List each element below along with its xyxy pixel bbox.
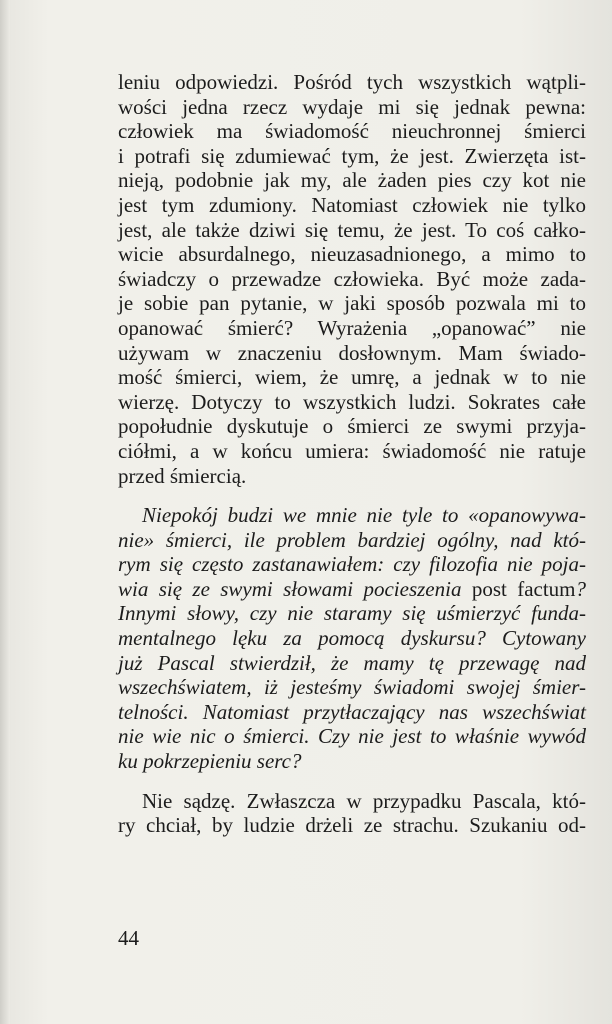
text-line: wości jedna rzecz wydaje mi się jednak pewna: [118,94,586,119]
paragraph-answer-2 [118,789,586,838]
text-line: przed śmiercią. [118,463,247,488]
text-line: nieją, podobnie jak my, ale żaden pies czy kot nie [118,168,586,193]
text-line: popołudnie dyskutuje o śmierci ze swymi przyja- [118,414,586,439]
paragraph-question [118,503,586,774]
text-line: leniu odpowiedzi. Pośród tych wszystkich wątpli- [118,70,586,94]
text-line: nie wie nic o śmierci. Czy nie jest to właśnie wywód [118,724,586,749]
text-line: rym się często zastanawiałem: czy filozofia nie poja- [118,552,586,577]
text-line: ku pokrzepieniu serc? [118,749,302,774]
latin-phrase: post factum [471,576,576,601]
text-line: ciółmi, a w końcu umiera: świadomość nie ratuje [118,438,586,463]
text-line: jest, ale także dziwi się temu, że jest. To coś całko- [118,217,586,242]
text-line [118,577,586,602]
text-line: wicie absurdalnego, nieuzasadnionego, a mimo to [118,242,586,267]
page-edge-shadow [0,0,10,1024]
paragraph-spacer [118,774,586,789]
paragraph-answer-1 [118,70,586,488]
text-line: i potrafi się zdumiewać tym, że jest. Zwierzęta ist- [118,143,586,168]
text-line: telności. Natomiast przytłaczający nas wszechświat [118,699,586,724]
text-segment: ? [575,576,587,601]
text-line: mość śmierci, wiem, że umrę, a jednak w to nie [118,365,586,390]
text-line: wierzę. Dotyczy to wszystkich ludzi. Sokrates całe [118,389,586,414]
page-number: 44 [118,926,139,950]
text-line: wszechświatem, iż jesteśmy świadomi swojej śmier- [118,675,586,700]
text-line: Niepokój budzi we mnie nie tyle to «opanowywa- [142,503,586,528]
text-line: mentalnego lęku za pomocą dyskursu? Cytowany [118,626,586,651]
text-line: jest tym zdumiony. Natomiast człowiek nie tylko [118,192,586,217]
text-line: świadczy o przewadze człowieka. Być może zada- [118,266,586,291]
text-line: opanować śmierć? Wyrażenia „opanować” nie [118,315,586,340]
text-line: człowiek ma świadomość nieuchronnej śmierci [118,119,586,144]
text-segment: wia się ze swymi słowami pocieszenia [118,576,472,601]
text-line: ry chciał, by ludzie drżeli ze strachu. Szukaniu od- [118,813,586,838]
text-line: je sobie pan pytanie, w jaki sposób pozwala mi to [118,291,586,316]
text-line: Innymi słowy, czy nie staramy się uśmierzyć funda- [118,601,586,626]
text-line: już Pascal stwierdził, że mamy tę przewagę nad [118,650,586,675]
text-line: Nie sądzę. Zwłaszcza w przypadku Pascala, któ- [142,788,586,813]
paragraph-spacer [118,488,586,503]
text-line: używam w znaczeniu dosłownym. Mam świado- [118,340,586,365]
text-line: nie» śmierci, ile problem bardziej ogólny, nad któ- [118,527,586,552]
page-body [118,70,586,838]
